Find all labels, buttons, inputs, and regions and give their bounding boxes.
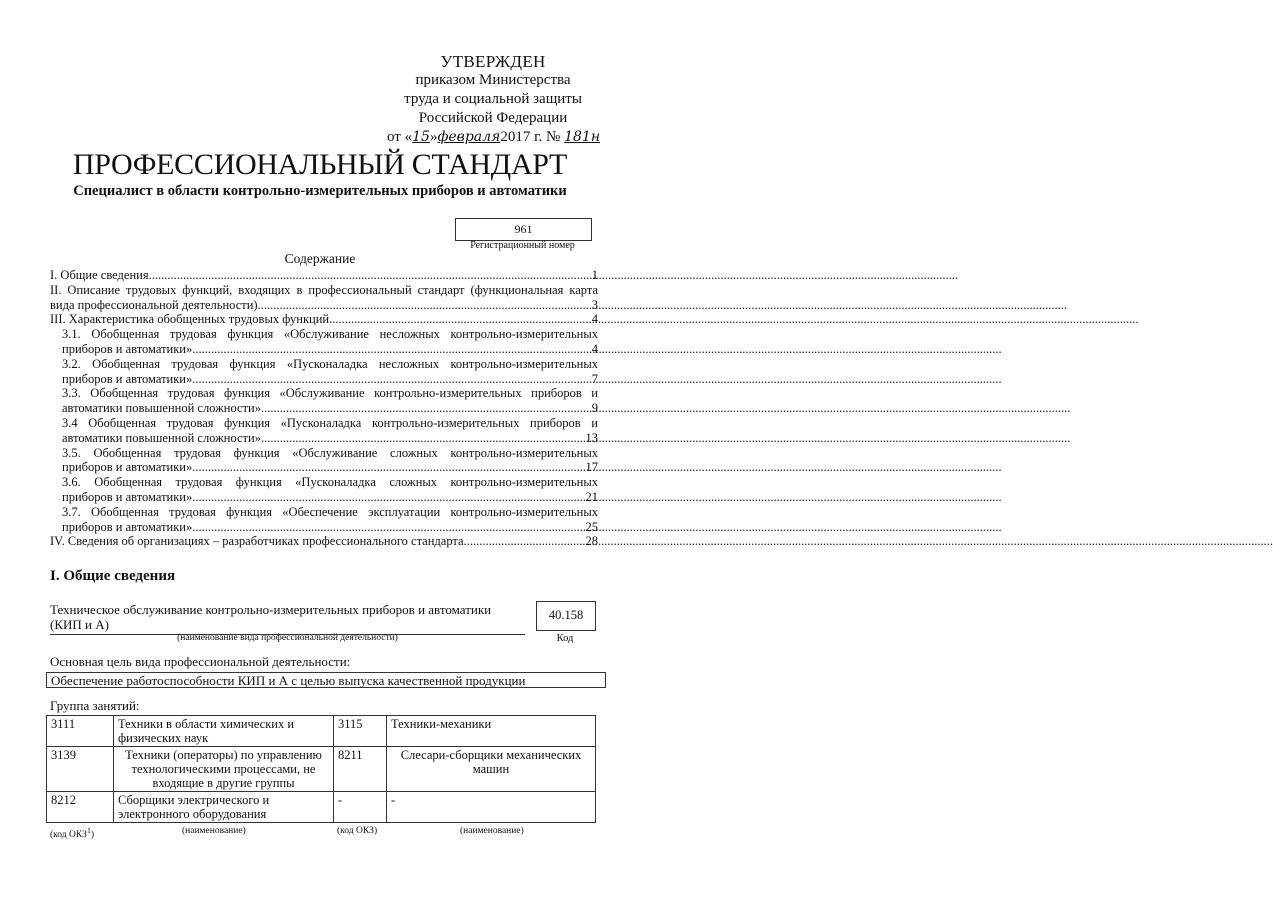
toc-item-3-3[interactable] [50, 386, 598, 416]
okz-code: 8212 [47, 792, 114, 823]
toc-item-text: III. Характеристика обобщенных трудовых функций [50, 312, 330, 327]
toc-item-text-cont: приборов и автоматики» [62, 489, 193, 504]
toc-item-page: 7 [591, 371, 598, 386]
toc-item-text: 3.4 Обобщенная трудовая функция «Пусконаладка контрольно-измерительных приборов и [62, 415, 598, 430]
toc-item-text: II. Описание трудовых функций, входящих в профессиональный стандарт (функциональная карта [50, 282, 598, 297]
standard-title: ПРОФЕССИОНАЛЬНЫЙ СТАНДАРТ [72, 148, 568, 181]
toc-item-text: I. Общие сведения [50, 268, 149, 282]
approval-block [383, 52, 603, 147]
date-day: 15 [412, 129, 430, 145]
footer-okz-code-2: (код ОКЗ) [337, 826, 378, 836]
approval-line-3: Российской Федерации [418, 110, 568, 126]
registration-label: Регистрационный номер [470, 240, 575, 251]
toc-item-page: 1 [591, 268, 598, 282]
date-mid: » [429, 129, 438, 145]
toc-item-3-1[interactable] [50, 327, 598, 357]
okz-code: 3115 [334, 716, 387, 747]
goal-text: Обеспечение работоспособности КИП и А с целью выпуска качественной продукции [46, 672, 606, 688]
toc-item-3-4[interactable] [50, 416, 598, 446]
toc-item-2[interactable] [50, 283, 598, 313]
toc-item-text: 3.2. Обобщенная трудовая функция «Пусконаладка несложных контрольно-измерительных [62, 356, 598, 371]
table-of-contents [50, 268, 598, 549]
toc-item-3-2[interactable] [50, 357, 598, 387]
occupation-name: Слесари-сборщики механических машин [387, 747, 596, 792]
approval-title: УТВЕРЖДЕН [440, 52, 546, 71]
table-row [47, 792, 596, 823]
toc-item-page: 4 [591, 341, 598, 356]
toc-item-text-cont: приборов и автоматики» [62, 341, 193, 356]
okz-code: 3111 [47, 716, 114, 747]
activity-name-line-1: Техническое обслуживание контрольно-измерительных приборов и автоматики [50, 602, 492, 617]
occupation-name: Техники в области химических и физических наук [114, 716, 334, 747]
toc-item-text: IV. Сведения об организациях – разработчиках профессионального стандарта [50, 534, 464, 549]
okz-code: 3139 [47, 747, 114, 792]
toc-item-3[interactable] [50, 312, 598, 327]
occupations-table [46, 715, 596, 823]
toc-item-text: 3.3. Обобщенная трудовая функция «Обслуживание контрольно-измерительных приборов и [62, 386, 598, 401]
okz-code: - [334, 792, 387, 823]
toc-item-page: 28 [585, 534, 598, 549]
occupation-name: Сборщики электрического и электронного оборудования [114, 792, 334, 823]
toc-item-1[interactable] [50, 268, 598, 283]
footer-name: (наименование) [182, 826, 246, 836]
group-label: Группа занятий: [50, 698, 140, 713]
table-row [47, 747, 596, 792]
approval-date-line [383, 128, 603, 147]
activity-name [50, 602, 505, 632]
activity-code: 40.158 [536, 601, 596, 631]
toc-item-text: 3.1. Обобщенная трудовая функция «Обслуживание несложных контрольно-измерительных [62, 327, 598, 342]
table-row [47, 716, 596, 747]
toc-item-text-cont: приборов и автоматики» [62, 519, 193, 534]
okz-code: 8211 [334, 747, 387, 792]
activity-name-line-2: (КИП и А) [50, 617, 109, 632]
activity-caption: (наименование вида профессиональной деятельности) [177, 633, 398, 643]
occupation-name: Техники (операторы) по управлению технологическими процессами, не входящие в другие группы [114, 747, 334, 792]
toc-item-4[interactable] [50, 534, 598, 549]
section-heading: I. Общие сведения [50, 568, 176, 584]
toc-item-page: 17 [585, 460, 598, 475]
toc-item-text-cont: приборов и автоматики» [62, 460, 193, 475]
order-number: 181н [564, 129, 601, 145]
footer-okz-close: ) [90, 830, 95, 841]
footer-okz-code [50, 826, 94, 840]
date-prefix: от « [387, 129, 413, 145]
date-month: февраля [437, 129, 501, 145]
toc-item-text: 3.5. Обобщенная трудовая функция «Обслуживание сложных контрольно-измерительных [62, 445, 598, 460]
toc-item-text-cont: приборов и автоматики» [62, 371, 193, 386]
toc-item-page: 3 [591, 297, 598, 312]
toc-item-3-7[interactable] [50, 505, 598, 535]
approval-line-1: приказом Министерства [415, 72, 571, 88]
toc-item-page: 4 [591, 312, 598, 327]
toc-item-3-5[interactable] [50, 446, 598, 476]
toc-item-text-cont: автоматики повышенной сложности» [62, 401, 261, 416]
standard-subtitle: Специалист в области контрольно-измерительных приборов и автоматики [73, 183, 567, 199]
toc-item-text-cont: вида профессиональной деятельности) [50, 297, 258, 312]
toc-item-text: 3.7. Обобщенная трудовая функция «Обеспечение эксплуатации контрольно-измерительных [62, 504, 598, 519]
footer-name-2: (наименование) [460, 826, 524, 836]
toc-item-page: 25 [585, 519, 598, 534]
toc-item-page: 9 [591, 401, 598, 416]
toc-item-page: 21 [585, 489, 598, 504]
occupation-name: Техники-механики [387, 716, 596, 747]
code-caption: Код [556, 633, 574, 644]
footnote-mark: 1 [86, 826, 91, 835]
registration-number: 961 [455, 218, 592, 241]
toc-item-text-cont: автоматики повышенной сложности» [62, 430, 261, 445]
toc-item-page: 13 [585, 430, 598, 445]
toc-title: Содержание [284, 251, 356, 266]
approval-line-2: труда и социальной защиты [404, 91, 582, 107]
toc-item-3-6[interactable] [50, 475, 598, 505]
goal-label: Основная цель вида профессиональной деятельности: [50, 654, 351, 669]
occupation-name: - [387, 792, 596, 823]
footer-okz-text: (код ОКЗ [50, 830, 87, 841]
toc-item-text: 3.6. Обобщенная трудовая функция «Пусконаладка сложных контрольно-измерительных [62, 475, 598, 490]
date-year: 2017 г. № [500, 129, 561, 145]
